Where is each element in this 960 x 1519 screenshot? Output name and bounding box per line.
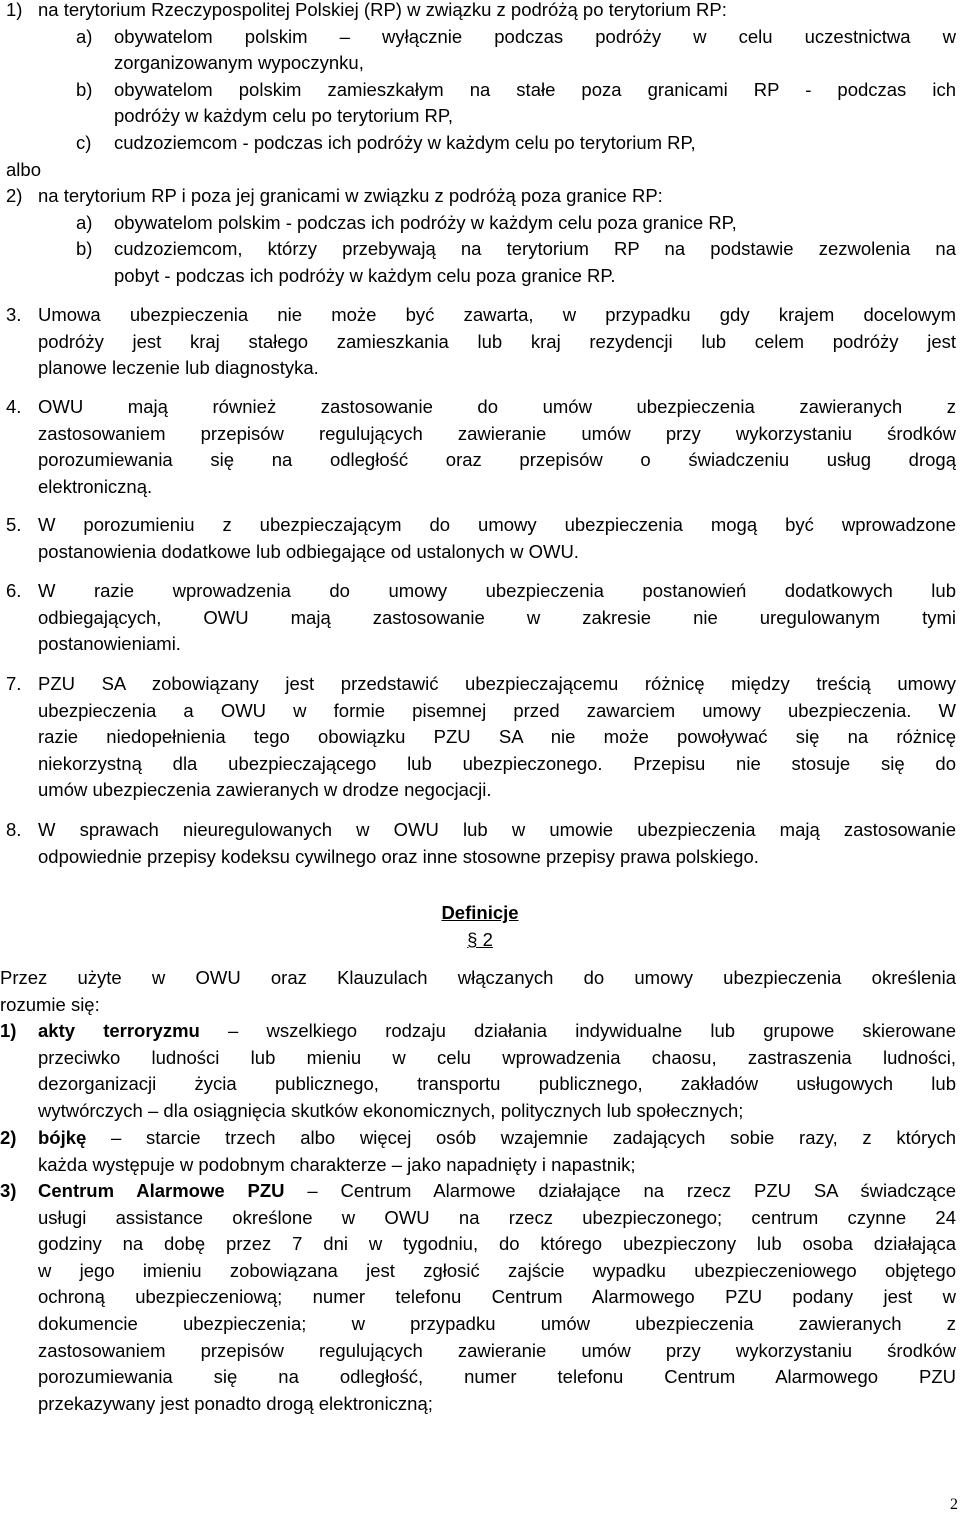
definition-line: przekazywany jest ponadto drogą elektroniczną; — [38, 1392, 433, 1414]
paragraph-number: 5. — [6, 514, 22, 535]
list-item-1 — [6, 0, 956, 24]
sub-item-label: a) — [76, 25, 93, 47]
paragraph-3 — [6, 302, 956, 382]
paragraph-line: W porozumieniu z ubezpieczającym do umowy ubezpieczenia mogą być wprowadzone — [38, 514, 956, 535]
list-text: na terytorium RP i poza jej granicami w związku z podróżą poza granice RP: — [38, 185, 663, 207]
sub-item-label: c) — [76, 132, 92, 153]
paragraph-line: postanowienia dodatkowe lub odbiegające od ustalonych w OWU. — [38, 540, 579, 562]
definition-line: wytwórczych – dla osiągnięcia skutków ekonomicznych, politycznych lub społecznych; — [38, 1099, 744, 1121]
definition-line: ochroną ubezpieczeniową; numer telefonu Centrum Alarmowego PZU podany jest w — [38, 1286, 956, 1308]
definition-line: zastosowaniem przepisów regulujących zawieranie umów przy wykorzystaniu środków — [38, 1339, 956, 1361]
definition-number: 1) — [0, 1020, 17, 1041]
definitions-intro — [0, 965, 956, 1018]
definition-line: usługi assistance określone w OWU na rzecz ubezpieczonego; centrum czynne 24 — [38, 1206, 956, 1228]
paragraph-7 — [6, 671, 956, 804]
paragraph-line: postanowieniami. — [38, 633, 181, 655]
paragraph-line: elektroniczną. — [38, 475, 153, 497]
definition-item-2 — [0, 1125, 956, 1178]
paragraph-6 — [6, 578, 956, 658]
albo-text: albo — [6, 158, 41, 180]
paragraph-line: zastosowaniem przepisów regulujących zawieranie umów przy wykorzystaniu środków — [38, 422, 956, 444]
definition-term: Centrum Alarmowe PZU — [38, 1180, 285, 1201]
definition-text: – wszelkiego rodzaju działania indywidualne lub grupowe skierowane — [228, 1020, 956, 1041]
paragraph-8 — [6, 817, 956, 870]
sub-item-label: b) — [76, 238, 93, 260]
sub-item-1b — [76, 77, 956, 130]
paragraph-line: W razie wprowadzenia do umowy ubezpieczenia postanowień dodatkowych lub — [38, 580, 956, 601]
definition-line: przeciwko ludności lub mieniu w celu wprowadzenia chaosu, zastraszenia ludności, — [38, 1046, 956, 1068]
definition-line: porozumiewania się na odległość, numer telefonu Centrum Alarmowego PZU — [38, 1366, 956, 1388]
sub-item-line: obywatelom polskim zamieszkałym na stałe poza granicami RP - podczas ich — [114, 78, 956, 100]
sub-item-line: zorganizowanym wypoczynku, — [114, 52, 364, 74]
paragraph-number: 8. — [6, 819, 22, 840]
paragraph-number: 3. — [6, 304, 22, 325]
sub-item-line: pobyt - podczas ich podróży w każdym celu poza granice RP. — [114, 264, 616, 286]
paragraph-line: ubezpieczenia a OWU w formie pisemnej przed zawarciem umowy ubezpieczenia. W — [38, 699, 956, 721]
definition-number: 3) — [0, 1180, 17, 1201]
definition-item-3 — [0, 1178, 956, 1417]
paragraph-line: OWU mają również zastosowanie do umów ubezpieczenia zawieranych z — [38, 396, 956, 417]
sub-item-1a — [76, 24, 956, 77]
definition-term: akty terroryzmu — [38, 1020, 200, 1041]
paragraph-4 — [6, 394, 956, 500]
paragraph-line: odpowiednie przepisy kodeksu cywilnego oraz inne stosowne przepisy prawa polskiego. — [38, 845, 759, 867]
list-item-2 — [6, 183, 956, 210]
definition-line: każda występuje w podobnym charakterze – jako napadnięty i napastnik; — [38, 1153, 636, 1175]
definition-number: 2) — [0, 1127, 17, 1148]
sub-item-line: obywatelom polskim - podczas ich podróży w każdym celu poza granice RP, — [114, 211, 737, 233]
paragraph-line: razie niedopełnienia tego obowiązku PZU SA nie może powoływać się na różnicę — [38, 726, 956, 748]
list-number: 1) — [6, 0, 23, 20]
paragraph-line: porozumiewania się na odległość oraz przepisów o świadczeniu usług drogą — [38, 449, 956, 471]
section-heading: Definicje — [441, 902, 519, 923]
definition-item-1 — [0, 1018, 956, 1124]
sub-item-line: podróży w każdym celu po terytorium RP, — [114, 105, 453, 127]
definition-text: – starcie trzech albo więcej osób wzajemnie zadających sobie razy, z których — [111, 1127, 956, 1148]
intro-line: rozumie się: — [0, 993, 100, 1015]
paragraph-line: niekorzystną dla ubezpieczającego lub ubezpieczonego. Przepisu nie stosuje się do — [38, 752, 956, 774]
definition-text: – Centrum Alarmowe działające na rzecz PZU SA świadczące — [307, 1180, 956, 1201]
paragraph-line: W sprawach nieuregulowanych w OWU lub w umowie ubezpieczenia mają zastosowanie — [38, 819, 956, 840]
paragraph-line: podróży jest kraj stałego zamieszkania lub kraj rezydencji lub celem podróży jest — [38, 330, 956, 352]
definition-line: w jego imieniu zobowiązana jest zgłosić zajście wypadku ubezpieczeniowego objętego — [38, 1259, 956, 1281]
paragraph-number: 4. — [6, 396, 22, 417]
definition-line: dezorganizacji życia publicznego, transportu publicznego, zakładów usługowych lub — [38, 1073, 956, 1095]
definition-term: bójkę — [38, 1127, 87, 1148]
sub-item-1c — [76, 130, 956, 157]
sub-item-2a — [76, 210, 956, 237]
paragraph-line: PZU SA zobowiązany jest przedstawić ubezpieczającemu różnicę między treścią umowy — [38, 673, 956, 694]
page-number: 2 — [950, 1496, 958, 1513]
list-text: na terytorium Rzeczypospolitej Polskiej (RP) w związku z podróżą po terytorium RP: — [38, 0, 727, 20]
definition-line: godziny na dobę przez 7 dni w tygodniu, do którego ubezpieczony lub osoba działająca — [38, 1233, 956, 1255]
definition-line: dokumencie ubezpieczenia; w przypadku umów ubezpieczenia zawieranych z — [38, 1312, 956, 1334]
sub-item-line: cudzoziemcom, którzy przebywają na terytorium RP na podstawie zezwolenia na — [114, 238, 956, 260]
list-number: 2) — [6, 185, 23, 207]
paragraph-line: odbiegających, OWU mają zastosowanie w zakresie nie uregulowanym tymi — [38, 606, 956, 628]
paragraph-number: 7. — [6, 673, 22, 694]
paragraph-number: 6. — [6, 580, 22, 601]
paragraph-5 — [6, 512, 956, 565]
paragraph-line: Umowa ubezpieczenia nie może być zawarta, w przypadku gdy krajem docelowym — [38, 304, 956, 325]
paragraph-line: umów ubezpieczenia zawieranych w drodze negocjacji. — [38, 779, 492, 801]
section-mark: § 2 — [467, 929, 493, 950]
intro-line: Przez użyte w OWU oraz Klauzulach włączanych do umowy ubezpieczenia określenia — [0, 967, 956, 988]
sub-item-label: a) — [76, 211, 93, 233]
sub-item-line: cudzoziemcom - podczas ich podróży w każdym celu po terytorium RP, — [114, 132, 696, 153]
sub-item-label: b) — [76, 78, 93, 100]
paragraph-line: planowe leczenie lub diagnostyka. — [38, 357, 319, 379]
sub-item-line: obywatelom polskim – wyłącznie podczas podróży w celu uczestnictwa w — [114, 25, 956, 47]
sub-item-2b — [76, 236, 956, 289]
